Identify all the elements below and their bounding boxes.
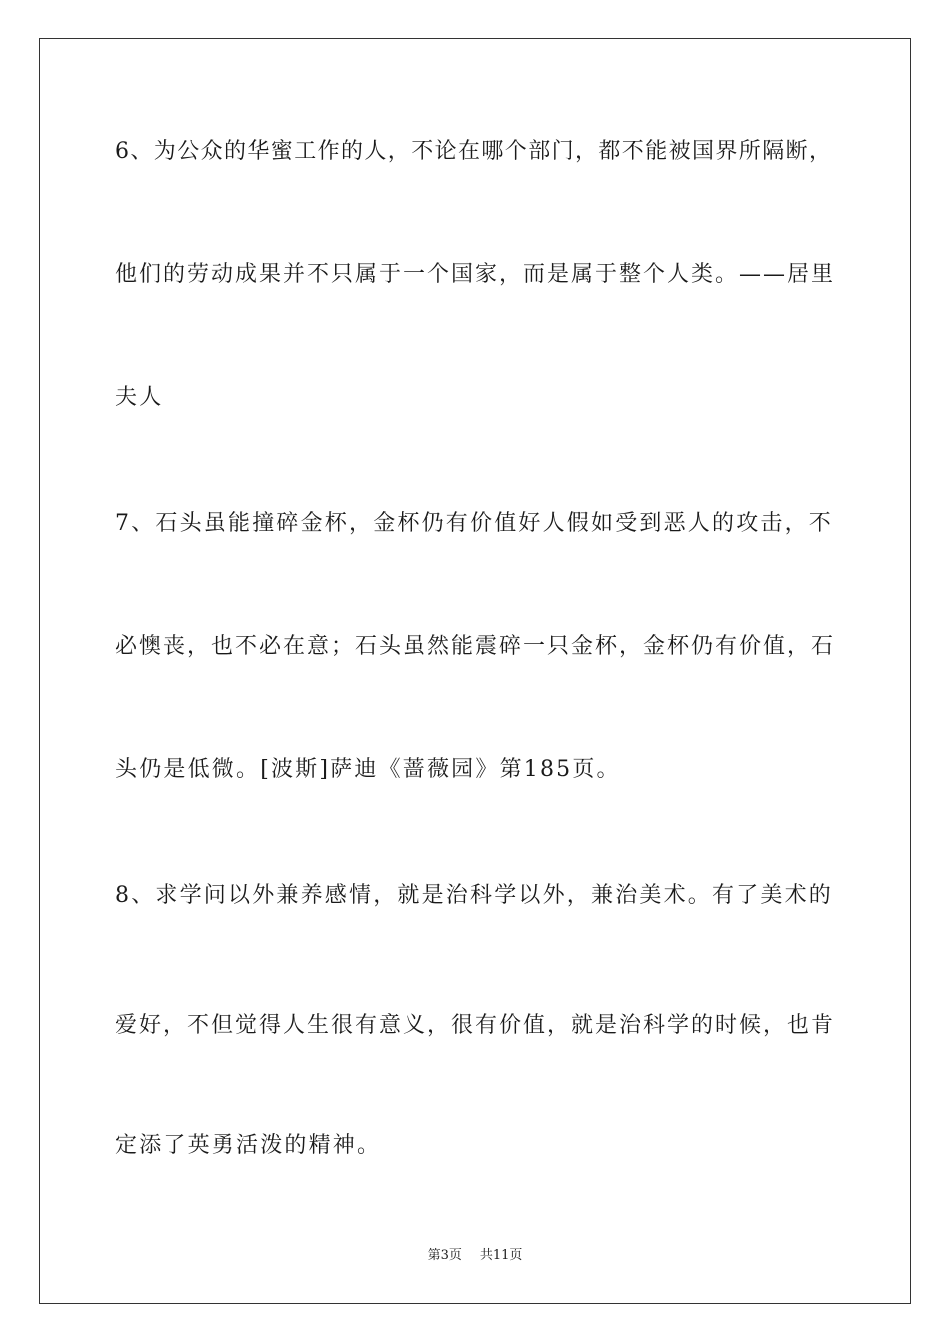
- text-line-1: 6、为公众的华蜜工作的人，不论在哪个部门，都不能被国界所隔断，: [115, 139, 833, 164]
- text-line-8: 爱好，不但觉得人生很有意义，很有价值，就是治科学的时候，也肯: [115, 1013, 836, 1038]
- page-total: 共11页: [479, 1248, 523, 1263]
- text-line-2: 他们的劳动成果并不只属于一个国家，而是属于整个人类。——居里: [115, 262, 836, 287]
- text-line-4: 7、石头虽能撞碎金杯，金杯仍有价值好人假如受到恶人的攻击，不: [115, 511, 833, 536]
- text-line-6: 头仍是低微。[波斯]萨迪《蔷薇园》第185页。: [115, 757, 621, 782]
- text-line-7: 8、求学问以外兼养感情，就是治科学以外，兼治美术。有了美术的: [115, 883, 833, 908]
- page-number: 第3页: [427, 1248, 462, 1263]
- text-line-9: 定添了英勇活泼的精神。: [115, 1133, 382, 1158]
- text-line-5: 必懊丧，也不必在意；石头虽然能震碎一只金杯，金杯仍有价值，石: [115, 634, 836, 659]
- text-line-3: 夫人: [115, 385, 164, 410]
- page-border: [39, 38, 911, 1304]
- page-footer: [0, 1247, 950, 1265]
